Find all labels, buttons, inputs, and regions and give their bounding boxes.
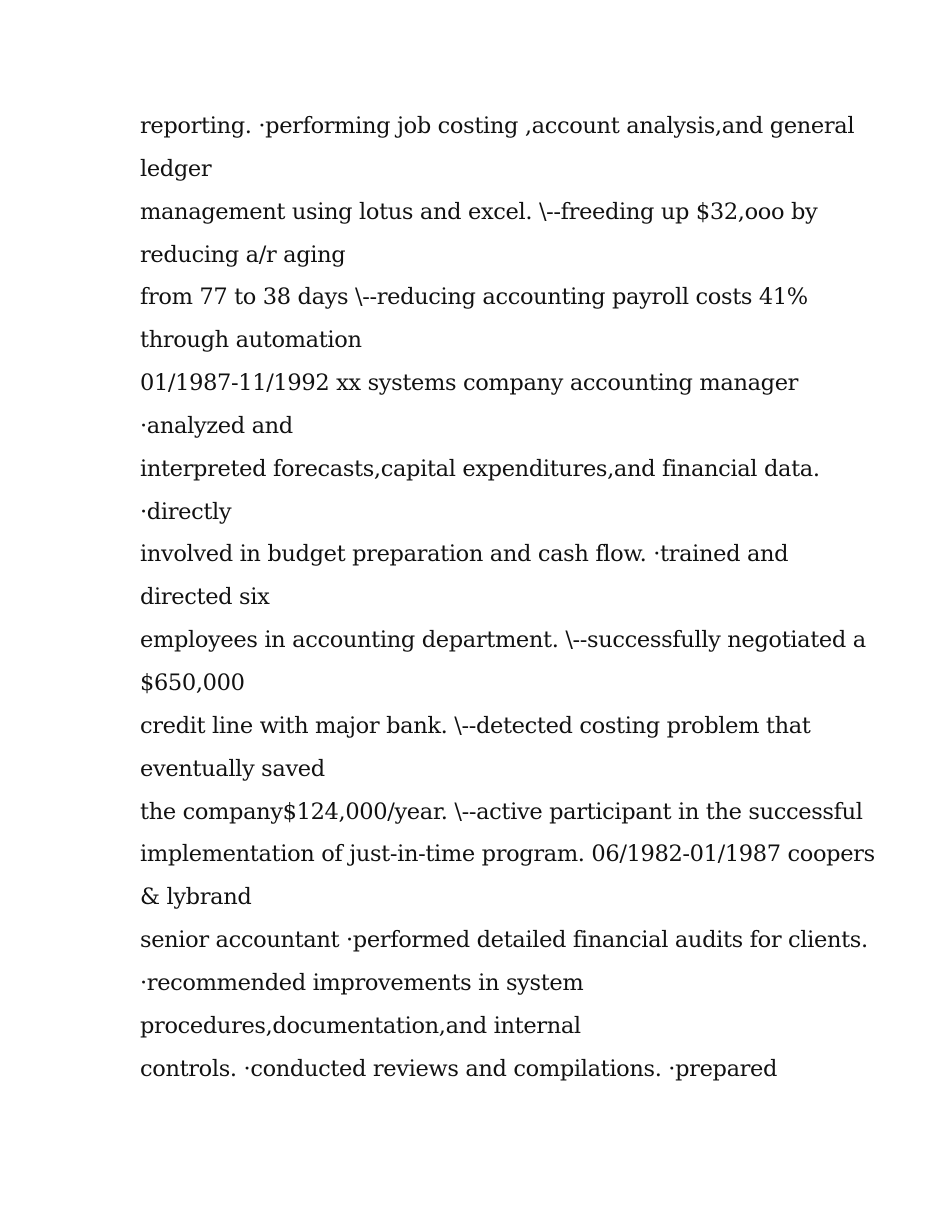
text-line: the company$124,000/year. \--active participant in the successful	[140, 798, 863, 825]
text-line: senior accountant ·performed detailed financial audits for clients.	[140, 927, 868, 954]
text-line: interpreted forecasts,capital expenditures,and financial data.	[140, 455, 820, 482]
text-line: reducing a/r aging	[140, 241, 346, 268]
text-line: & lybrand	[140, 884, 252, 911]
text-line: controls. ·conducted reviews and compilations. ·prepared	[140, 1055, 778, 1082]
text-line: implementation of just-in-time program. 06/1982-01/1987 coopers	[140, 841, 875, 868]
text-line: reporting. ·performing job costing ,account analysis,and general	[140, 113, 855, 139]
text-line: $650,000	[140, 669, 245, 696]
document-body	[140, 105, 875, 1090]
text-line: eventually saved	[140, 755, 325, 782]
text-line: credit line with major bank. \--detected costing problem that	[140, 712, 811, 739]
text-line: from 77 to 38 days \--reducing accounting payroll costs 41%	[140, 284, 808, 311]
text-line: employees in accounting department. \--successfully negotiated a	[140, 627, 866, 654]
text-line: involved in budget preparation and cash flow. ·trained and	[140, 541, 789, 568]
text-line: management using lotus and excel. \--freeding up $32,ooo by	[140, 198, 818, 225]
text-line: directed six	[140, 584, 270, 611]
text-line: 01/1987-11/1992 xx systems company accounting manager	[140, 370, 799, 397]
text-line: ledger	[140, 155, 212, 182]
text-line: through automation	[140, 327, 362, 354]
text-line: ·analyzed and	[140, 412, 293, 439]
text-line: ·directly	[140, 498, 232, 525]
text-line: ·recommended improvements in system	[140, 969, 584, 996]
text-line: procedures,documentation,and internal	[140, 1012, 581, 1039]
